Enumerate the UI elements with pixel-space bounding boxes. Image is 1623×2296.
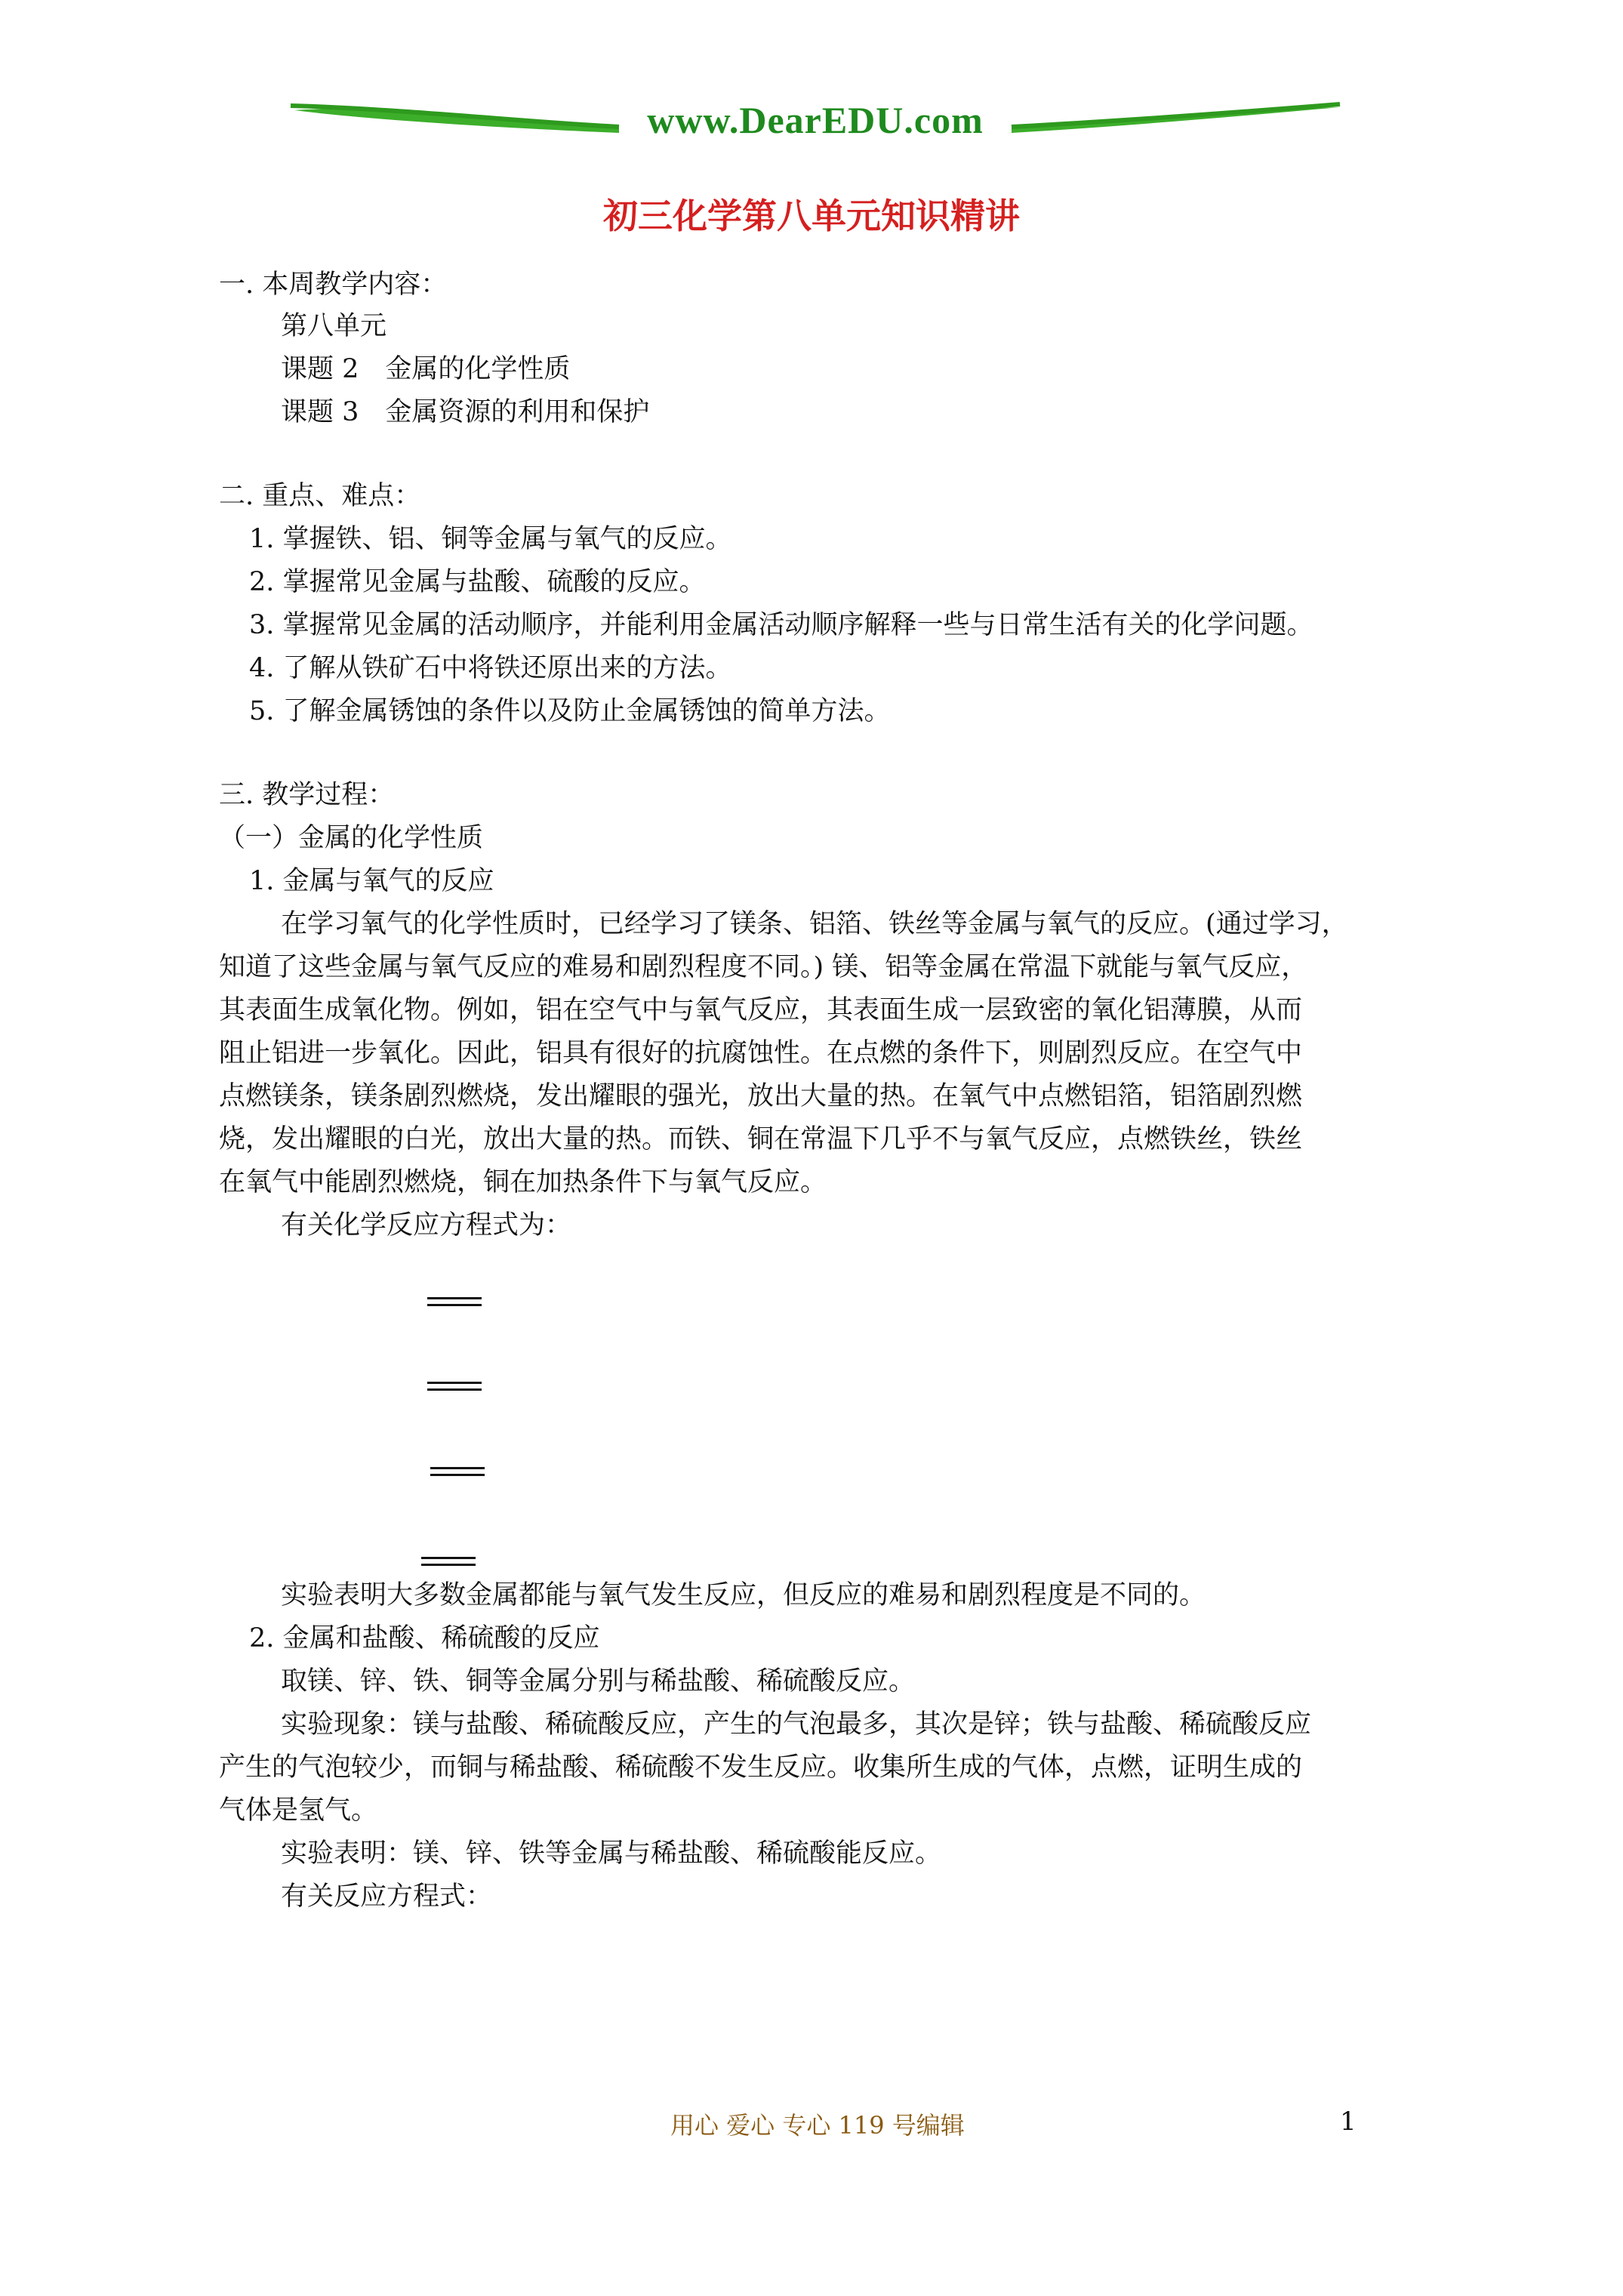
text-line-21: 有关化学反应方程式为： [281,1210,572,1240]
text-line-26: 产生的气泡较少，而铜与稀盐酸、稀硫酸不发生反应。收集所生成的气体，点燃，证明生成的 [219,1752,1303,1783]
text-line-15: 知道了这些金属与氧气反应的难易和剧烈程度不同。) 镁、铝等金属在常温下就能与氧气反应， [219,952,1308,982]
text-line-5: 二. 重点、难点： [219,481,421,511]
text-line-10: 5. 了解金属锈蚀的条件以及防止金属锈蚀的简单方法。 [249,696,891,726]
text-line-25: 实验现象：镁与盐酸、稀硫酸反应，产生的气泡最多，其次是锌；铁与盐酸、稀硫酸反应 [281,1709,1312,1740]
text-line-18: 点燃镁条，镁条剧烈燃烧，发出耀眼的强光，放出大量的热。在氧气中点燃铝箔，铝箔剧烈燃 [219,1081,1303,1111]
footer-text: 用心 爱心 专心 119 号编辑 [670,2111,965,2140]
text-line-6: 1. 掌握铁、铝、铜等金属与氧气的反应。 [249,524,732,554]
text-line-19: 烧，发出耀眼的白光，放出大量的热。而铁、铜在常温下几乎不与氧气反应，点燃铁丝，铁丝 [219,1124,1303,1154]
text-line-4: 课题 3 金属资源的利用和保护 [281,397,650,427]
text-line-8: 3. 掌握常见金属的活动顺序，并能利用金属活动顺序解释一些与日常生活有关的化学问题。 [249,610,1313,640]
text-line-2: 第八单元 [281,311,387,341]
equation-equals-sign-4 [421,1557,476,1566]
text-line-24: 取镁、锌、铁、铜等金属分别与稀盐酸、稀硫酸反应。 [281,1666,916,1697]
site-header [287,89,1344,157]
text-line-7: 2. 掌握常见金属与盐酸、硫酸的反应。 [249,567,706,597]
text-line-27: 气体是氢气。 [219,1795,378,1826]
text-line-29: 有关反应方程式： [281,1881,493,1912]
text-line-13: 1. 金属与氧气的反应 [249,866,494,896]
text-line-16: 其表面生成氧化物。例如，铝在空气中与氧气反应，其表面生成一层致密的氧化铝薄膜，从而 [219,995,1303,1025]
text-line-20: 在氧气中能剧烈燃烧，铜在加热条件下与氧气反应。 [219,1167,827,1197]
page-title: 初三化学第八单元知识精讲 [603,196,1020,236]
equation-equals-sign-3 [430,1467,485,1476]
equation-equals-sign-2 [427,1382,482,1391]
equation-equals-sign-1 [427,1297,482,1306]
text-line-12: （一）金属的化学性质 [219,823,484,853]
site-url[interactable]: www.DearEDU.com [647,99,984,141]
text-line-1: 一. 本周教学内容： [219,270,448,300]
text-line-9: 4. 了解从铁矿石中将铁还原出来的方法。 [249,653,732,683]
text-line-17: 阻止铝进一步氧化。因此，铝具有很好的抗腐蚀性。在点燃的条件下，则剧烈反应。在空气中 [219,1038,1303,1068]
text-line-28: 实验表明：镁、锌、铁等金属与稀盐酸、稀硫酸能反应。 [281,1838,942,1869]
text-line-11: 三. 教学过程： [219,780,395,810]
text-line-3: 课题 2 金属的化学性质 [281,354,571,384]
page-number: 1 [1340,2106,1357,2137]
text-line-22: 实验表明大多数金属都能与氧气发生反应，但反应的难易和剧烈程度是不同的。 [281,1580,1206,1610]
text-line-23: 2. 金属和盐酸、稀硫酸的反应 [249,1623,600,1653]
text-line-14: 在学习氧气的化学性质时，已经学习了镁条、铝箔、铁丝等金属与氧气的反应。(通过学习， [281,909,1348,939]
